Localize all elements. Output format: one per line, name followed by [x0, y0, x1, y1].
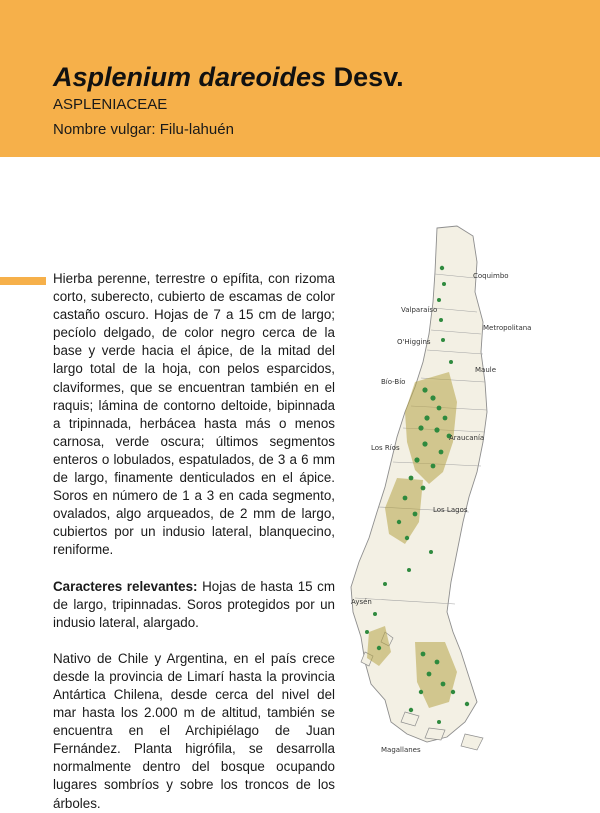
- distribution-map: [345, 222, 545, 767]
- distribution-paragraph: Nativo de Chile y Argentina, en el país crece desde la provincia de Limarí hasta la provincia Antártica Chilena, desde cerca del nivel del mar hasta los 2.000 m de altitud, también se encuentra en el Archipiélago de Juan Fernández. Planta higrófila, se desarrolla normalmente dentro del bosque ocupando lugares sombríos y sobre los troncos de los árboles.: [53, 650, 335, 811]
- map-label-maule: Maule: [475, 366, 497, 374]
- map-label-araucania: Araucanía: [449, 434, 485, 442]
- species-text: [53, 270, 335, 813]
- section-marker: [0, 277, 46, 285]
- map-label-magallanes: Magallanes: [381, 746, 421, 754]
- description-paragraph: Hierba perenne, terrestre o epífita, con rizoma corto, suberecto, cubierto de escamas de color castaño oscuro. Hojas de 7 a 15 cm de largo; pecíolo delgado, de color negro cerca de la base y verde hacia el ápice, de la mitad del largo total de la hoja, con pelos esparcidos, claviformes, que se encuentran también en el raquis; lámina de contorno deltoide, bipinnada a tripinnada, herbácea hasta más o menos carnosa, verde oscura; últimos segmentos enteros o lobulados, espatulados, de 3 a 6 mm de largo, finamente denticulados en el ápice. Soros en número de 1 a 3 en cada segmento, ovalados, algo arqueados, de 2 mm de largo, cubiertos por un indusio lateral, blanquecino, reniforme.: [53, 271, 335, 558]
- header-band: [0, 0, 600, 157]
- map-label-los-lagos: Los Lagos: [433, 506, 468, 514]
- map-label-valparaiso: Valparaíso: [401, 306, 438, 314]
- map-label-coquimbo: Coquimbo: [473, 272, 509, 280]
- relevant-paragraph: [53, 578, 335, 632]
- map-label-aysen: Aysén: [351, 598, 372, 606]
- relevant-label: Caracteres relevantes:: [53, 578, 198, 594]
- species-title: [53, 62, 404, 93]
- map-label-biobio: Bío-Bío: [381, 378, 406, 386]
- map-label-metropolitana: Metropolitana: [483, 324, 532, 332]
- scientific-name: Asplenium dareoides: [53, 62, 327, 92]
- common-name: Nombre vulgar: Filu-lahuén: [53, 121, 234, 138]
- family-name: ASPLENIACEAE: [53, 96, 168, 113]
- species-author: Desv.: [333, 62, 404, 92]
- map-label-los-rios: Los Ríos: [371, 444, 400, 452]
- map-label-ohiggins: O'Higgins: [397, 338, 431, 346]
- relevant-text: Hojas de hasta 15 cm de largo, tripinnadas. Soros protegidos por un indusio lateral, alargado.: [53, 578, 336, 630]
